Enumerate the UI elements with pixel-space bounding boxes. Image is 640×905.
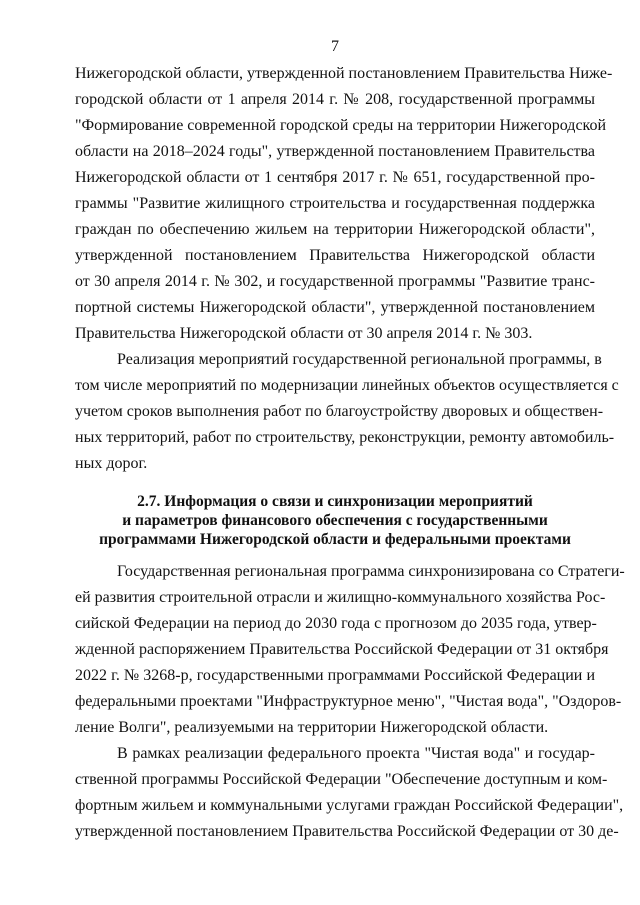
text-line: учетом сроков выполнения работ по благоустройству дворовых и обществен-	[75, 403, 604, 420]
paragraph-program-references	[75, 61, 613, 347]
text-line: Правительства Нижегородской области от 30 апреля 2014 г. № 303.	[75, 325, 533, 342]
text-line: ственной программы Российской Федерации "Обеспечение доступным и ком-	[75, 771, 608, 788]
text-line: ей развития строительной отрасли и жилищно-коммунального хозяйства Рос-	[75, 589, 606, 606]
text-line: том числе мероприятий по модернизации линейных объектов осуществляется с	[75, 377, 619, 394]
text-line: Нижегородской области от 1 сентября 2017 г. № 651, государственной про-	[75, 169, 595, 186]
section-heading	[75, 492, 595, 549]
text-line: "Формирование современной городской среды на территории Нижегородской	[75, 117, 607, 134]
text-line: городской области от 1 апреля 2014 г. № 208, государственной программы	[75, 91, 595, 108]
text-line: Государственная региональная программа синхронизирована со Стратеги-	[117, 563, 625, 580]
text-line: федеральными проектами "Инфраструктурное меню", "Чистая вода", "Оздоров-	[75, 693, 622, 710]
text-line: В рамках реализации федерального проекта "Чистая вода" и государ-	[117, 745, 595, 762]
text-line: фортным жильем и коммунальными услугами граждан Российской Федерации",	[75, 797, 624, 814]
text-line: утвержденной постановлением Правительства Нижегородской области	[75, 247, 595, 264]
page-number: 7	[331, 38, 339, 55]
text-line: ление Волги", реализуемыми на территории Нижегородской области.	[75, 719, 549, 736]
text-line: от 30 апреля 2014 г. № 302, и государственной программы "Развитие транс-	[75, 273, 595, 290]
paragraph-synchronization	[75, 559, 625, 741]
text-line: ных дорог.	[75, 455, 148, 472]
text-line: области на 2018–2024 годы", утвержденной постановлением Правительства	[75, 143, 595, 160]
text-line: жденной распоряжением Правительства Российской Федерации от 31 октября	[75, 641, 609, 658]
text-line: граммы "Развитие жилищного строительства и государственная поддержка	[75, 195, 595, 212]
text-line: граждан по обеспечению жильем на территории Нижегородской области",	[75, 221, 595, 238]
heading-line: 2.7. Информация о связи и синхронизации мероприятий	[137, 493, 533, 510]
heading-line: и параметров финансового обеспечения с государственными	[122, 512, 548, 529]
text-line: 2022 г. № 3268-р, государственными программами Российской Федерации и	[75, 667, 595, 684]
heading-line: программами Нижегородской области и федеральными проектами	[99, 531, 571, 548]
text-line: сийской Федерации на период до 2030 года с прогнозом до 2035 года, утвер-	[75, 615, 597, 632]
text-line: ных территорий, работ по строительству, реконструкции, ремонту автомобиль-	[75, 429, 615, 446]
text-line: Реализация мероприятий государственной региональной программы, в	[117, 351, 602, 368]
text-line: портной системы Нижегородской области", утвержденной постановлением	[75, 299, 595, 316]
paragraph-implementation	[75, 347, 619, 477]
text-line: Нижегородской области, утвержденной постановлением Правительства Ниже-	[75, 65, 613, 82]
paragraph-federal-project	[75, 741, 624, 845]
text-line: утвержденной постановлением Правительства Российской Федерации от 30 де-	[75, 823, 619, 840]
